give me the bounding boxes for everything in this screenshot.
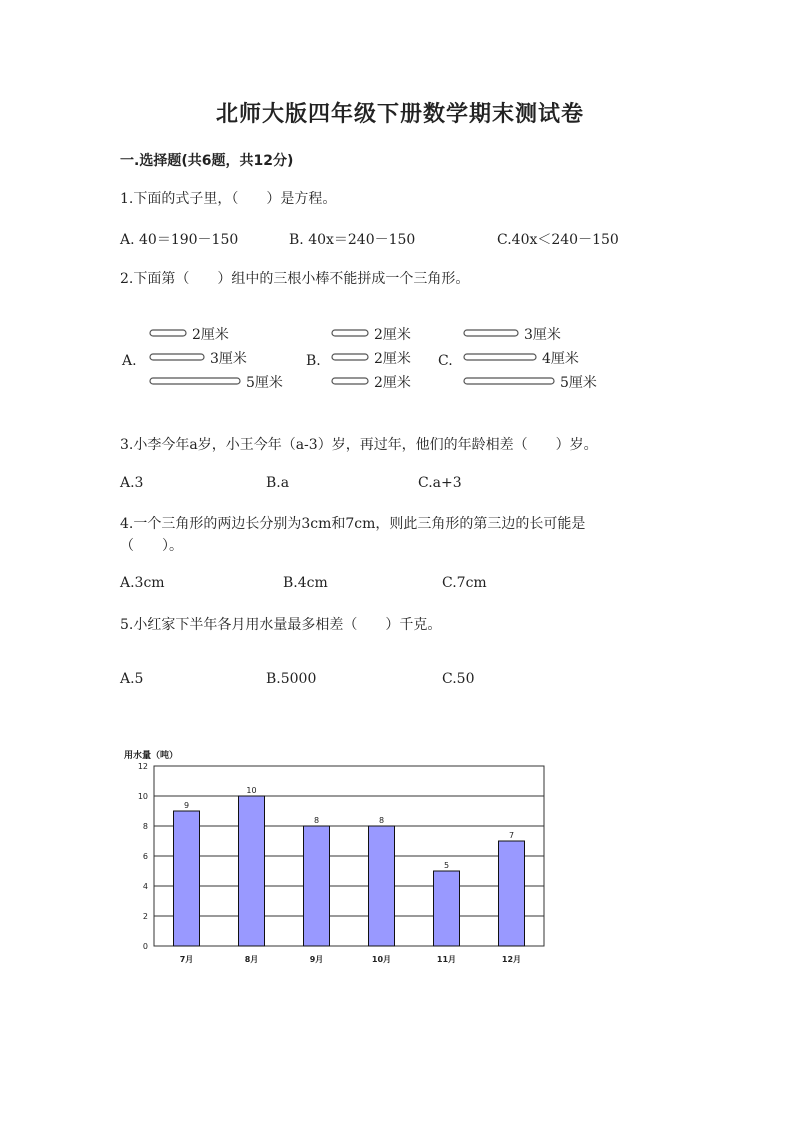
y-tick-label: 0 bbox=[142, 942, 148, 951]
stick bbox=[150, 354, 204, 360]
bar bbox=[174, 811, 200, 946]
question-5-option-b: B.5000 bbox=[266, 671, 317, 687]
x-tick-label: 7月 bbox=[179, 955, 194, 964]
question-4-stem: 4.一个三角形的两边长分别为3cm和7cm，则此三角形的第三边的长可能是 bbox=[120, 516, 586, 532]
x-tick-label: 8月 bbox=[244, 955, 259, 964]
stick bbox=[150, 378, 240, 384]
y-tick-label: 2 bbox=[142, 912, 148, 921]
stick bbox=[332, 378, 368, 384]
x-tick-label: 10月 bbox=[371, 955, 392, 964]
stick bbox=[464, 378, 554, 384]
stick-length-label: 5厘米 bbox=[246, 375, 283, 391]
stick bbox=[332, 330, 368, 336]
question-1-option-c: C.40x＜240－150 bbox=[497, 232, 619, 248]
stick bbox=[150, 330, 186, 336]
question-5-stem: 5.小红家下半年各月用水量最多相差（ ）千克。 bbox=[120, 617, 442, 633]
stick-length-label: 2厘米 bbox=[192, 327, 229, 343]
question-1-stem: 1.下面的式子里，（ ）是方程。 bbox=[120, 191, 337, 207]
y-tick-label: 10 bbox=[137, 792, 148, 801]
group-b-label: B. bbox=[306, 353, 321, 369]
question-3-option-a: A.3 bbox=[120, 475, 144, 491]
question-1-option-b: B. 40x＝240－150 bbox=[289, 232, 416, 248]
group-a-label: A. bbox=[122, 353, 137, 369]
data-label: 5 bbox=[443, 861, 450, 870]
data-label: 8 bbox=[378, 816, 385, 825]
data-label: 8 bbox=[313, 816, 320, 825]
bar bbox=[239, 796, 265, 946]
data-label: 7 bbox=[508, 831, 515, 840]
question-3-option-c: C.a+3 bbox=[418, 475, 462, 491]
x-tick-label: 12月 bbox=[501, 955, 522, 964]
data-label: 9 bbox=[183, 801, 190, 810]
question-4-option-c: C.7cm bbox=[442, 575, 487, 591]
y-tick-label: 8 bbox=[142, 822, 148, 831]
bar bbox=[369, 826, 395, 946]
stick bbox=[332, 354, 368, 360]
data-label: 10 bbox=[246, 786, 257, 795]
question-3-option-b: B.a bbox=[266, 475, 290, 491]
y-tick-label: 12 bbox=[137, 762, 148, 771]
sticks-figure bbox=[120, 318, 620, 398]
question-4-option-a: A.3cm bbox=[120, 575, 165, 591]
question-1-option-a: A. 40＝190－150 bbox=[120, 232, 239, 248]
stick bbox=[464, 354, 536, 360]
stick-length-label: 2厘米 bbox=[374, 375, 411, 391]
page-title: 北师大版四年级下册数学期末测试卷 bbox=[215, 102, 584, 127]
group-c-label: C. bbox=[438, 353, 453, 369]
water-usage-bar-chart bbox=[110, 744, 560, 974]
stick-length-label: 3厘米 bbox=[524, 327, 561, 343]
bar bbox=[304, 826, 330, 946]
question-2-stem: 2.下面第（ ）组中的三根小棒不能拼成一个三角形。 bbox=[120, 271, 470, 287]
stick-length-label: 2厘米 bbox=[374, 327, 411, 343]
bar bbox=[499, 841, 525, 946]
question-4-option-b: B.4cm bbox=[283, 575, 328, 591]
section-heading: 一.选择题(共6题，共12分) bbox=[120, 153, 294, 169]
stick bbox=[464, 330, 518, 336]
stick-length-label: 4厘米 bbox=[542, 351, 579, 367]
x-tick-label: 9月 bbox=[309, 955, 324, 964]
y-tick-label: 4 bbox=[142, 882, 148, 891]
stick-length-label: 5厘米 bbox=[560, 375, 597, 391]
question-4-stem-cont: （ ）。 bbox=[120, 538, 183, 554]
question-5-option-a: A.5 bbox=[120, 671, 144, 687]
x-tick-label: 11月 bbox=[436, 955, 457, 964]
y-tick-label: 6 bbox=[142, 852, 148, 861]
question-5-option-c: C.50 bbox=[442, 671, 475, 687]
bar bbox=[434, 871, 460, 946]
question-3-stem: 3.小李今年a岁，小王今年（a-3）岁，再过年，他们的年龄相差（ ）岁。 bbox=[120, 437, 598, 453]
stick-length-label: 2厘米 bbox=[374, 351, 411, 367]
stick-length-label: 3厘米 bbox=[210, 351, 247, 367]
y-axis-title: 用水量（吨） bbox=[124, 751, 179, 761]
